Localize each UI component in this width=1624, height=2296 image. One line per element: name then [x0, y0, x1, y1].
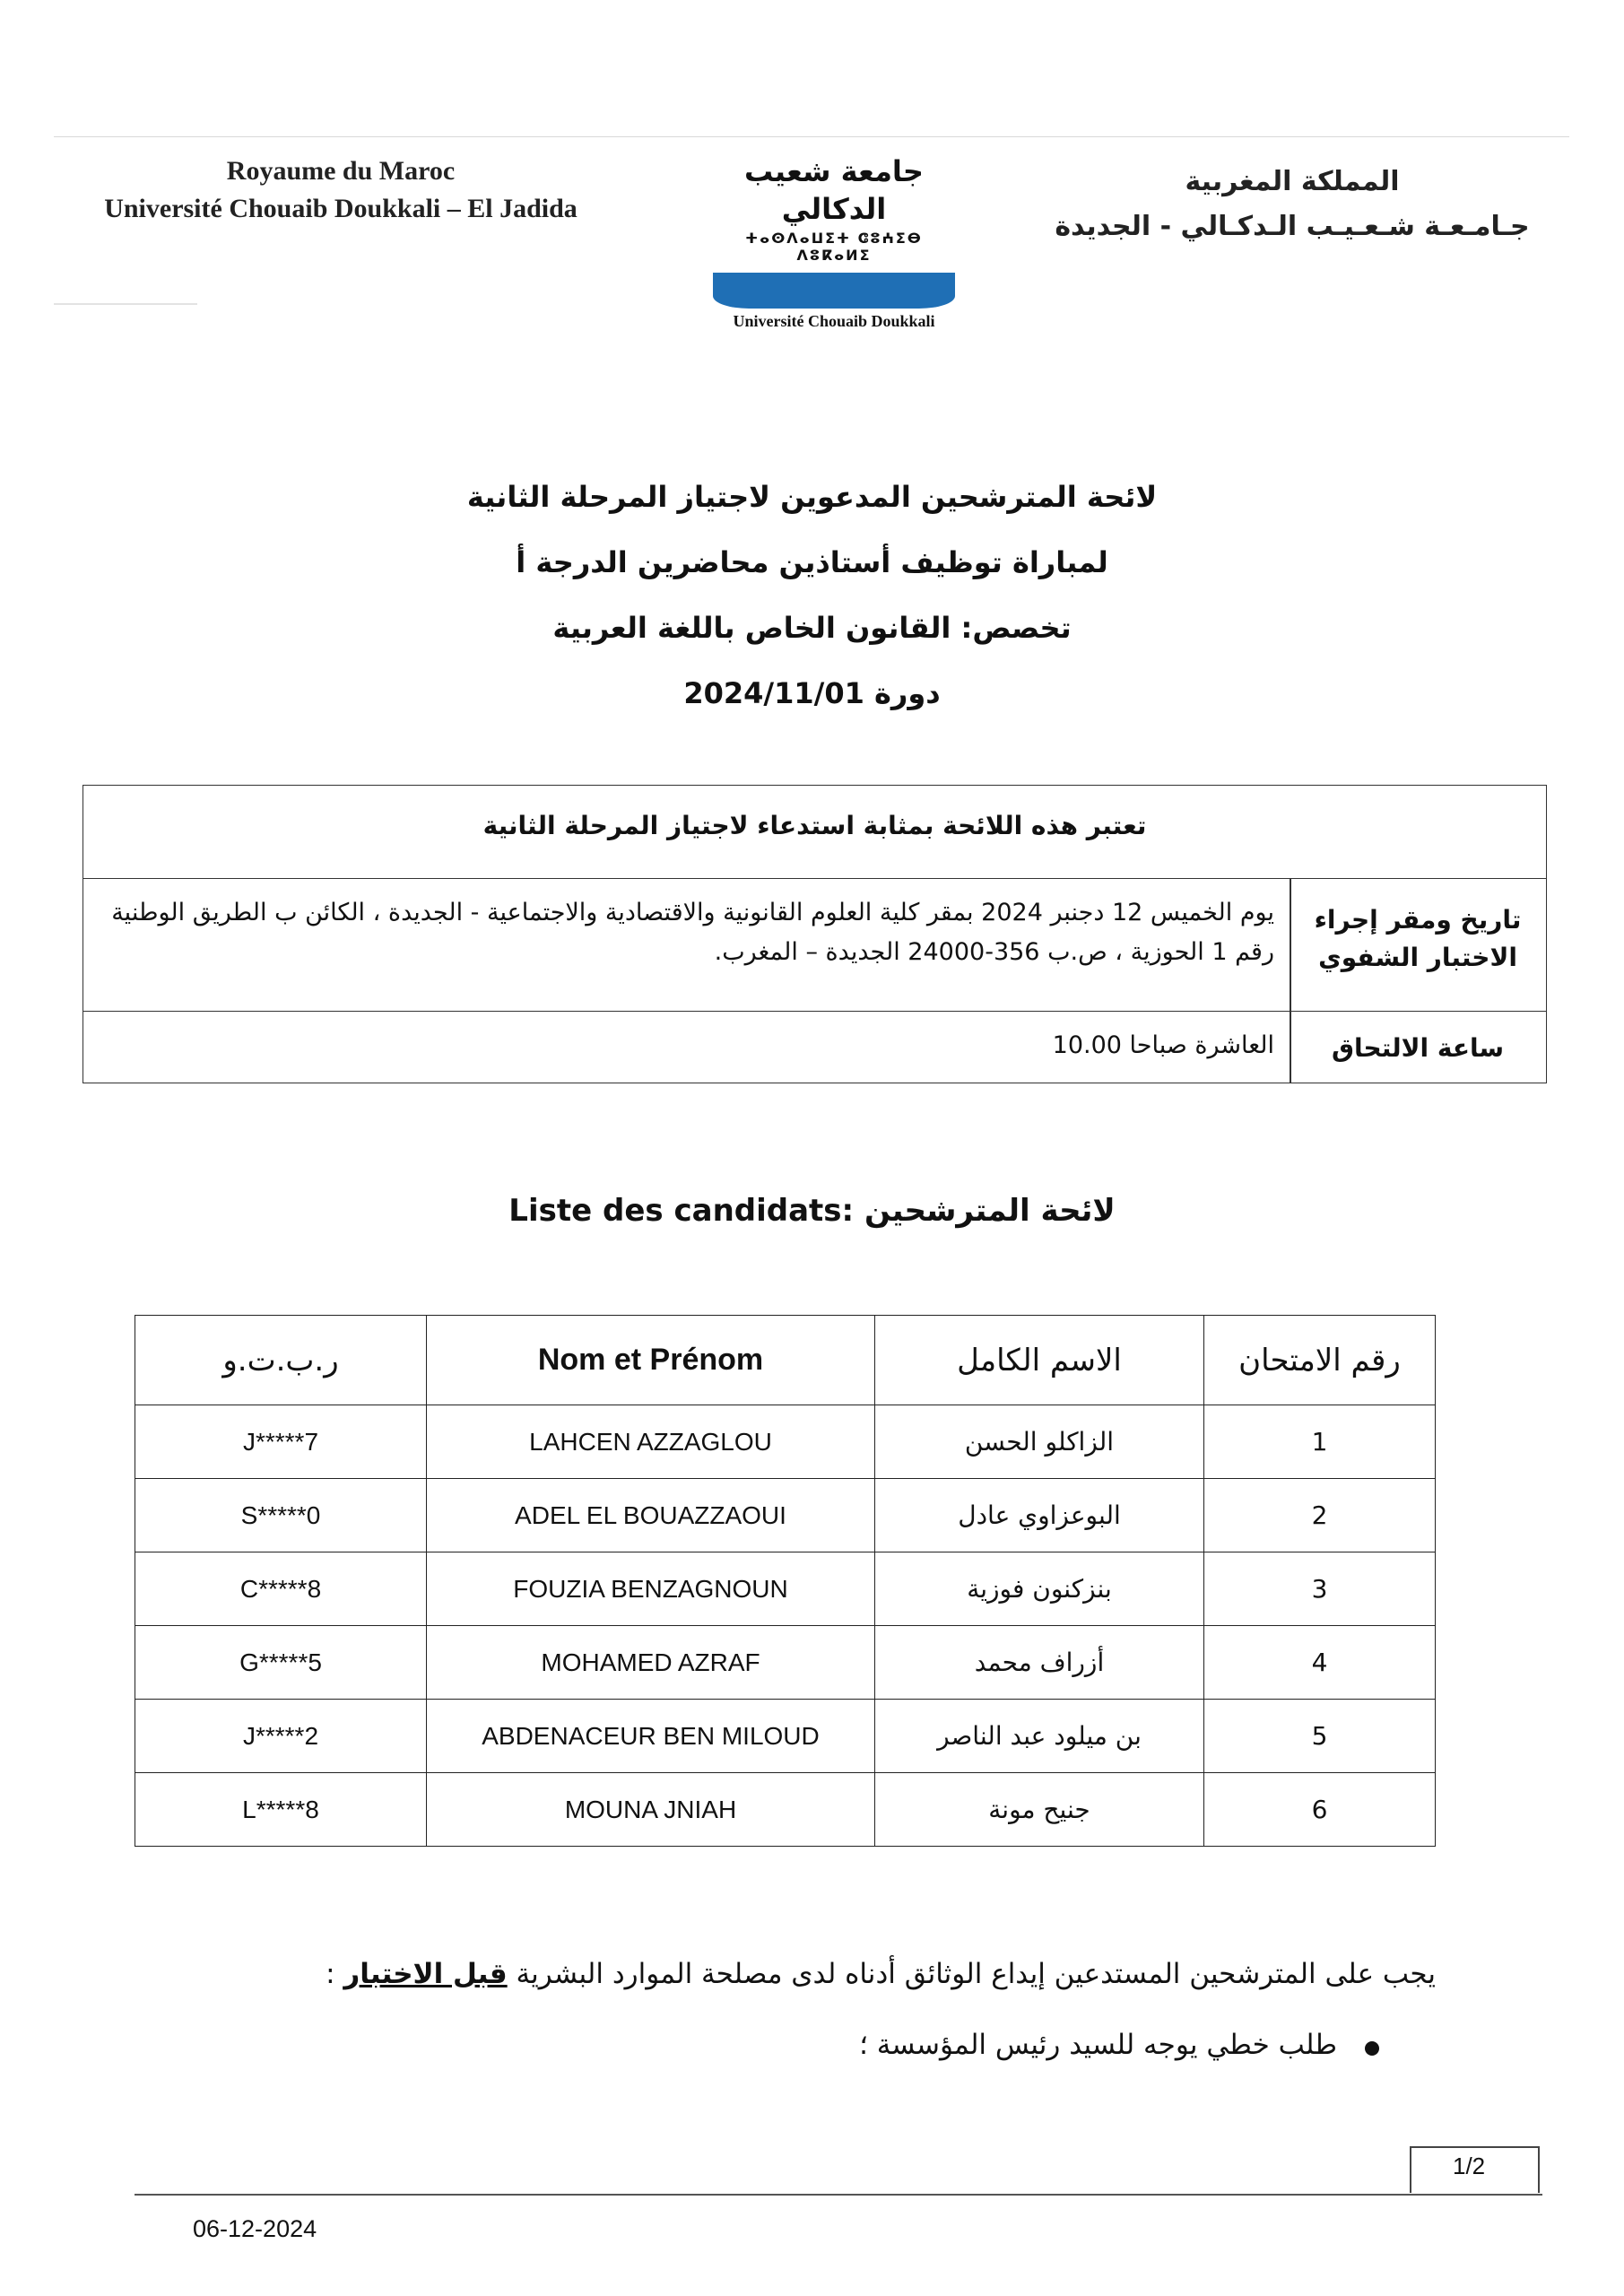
cell-name-ar: بنزكنون فوزية	[875, 1552, 1204, 1626]
cell-exam-number: 3	[1204, 1552, 1436, 1626]
candidates-table	[135, 1315, 1436, 1847]
requirements-intro-end: :	[326, 1958, 344, 1990]
requirements-emphasis: قبل الاختبار	[343, 1958, 508, 1990]
cell-name-fr: ADEL EL BOUAZZAOUI	[427, 1479, 875, 1552]
cell-exam-number: 6	[1204, 1773, 1436, 1847]
university-logo	[708, 152, 960, 330]
info-value-date-place: يوم الخميس 12 دجنبر 2024 بمقر كلية العلوم القانونية والاقتصادية والاجتماعية - الجديدة ، الكائن ب الطريق الوطنية رقم 1 الحوزية ، ص.ب 356-24000 الجديدة – المغرب.	[111, 899, 1274, 966]
table-row	[135, 1773, 1436, 1847]
header-right	[1041, 160, 1543, 249]
logo-tifinagh-text: ⵜⴰⵙⴷⴰⵡⵉⵜ ⵛⵓⵄⵉⴱ ⴷⵓⴽⴰⵍⵉ	[745, 230, 923, 264]
cell-name-fr: MOUNA JNIAH	[427, 1773, 875, 1847]
footer-divider	[135, 2194, 1542, 2196]
page-number: 1/2	[1453, 2152, 1486, 2179]
requirements-intro-text: يجب على المترشحين المستدعين إيداع الوثائق أدناه لدى مصلحة الموارد البشرية	[507, 1958, 1436, 1990]
info-label-time: ساعة الالتحاق	[1331, 1033, 1505, 1063]
cell-exam-number: 1	[1204, 1405, 1436, 1479]
cell-exam-number: 4	[1204, 1626, 1436, 1700]
cell-name-ar: بن ميلود عبد الناصر	[875, 1700, 1204, 1773]
scan-mark	[54, 303, 197, 305]
candidates-table-header-row	[135, 1316, 1436, 1405]
requirement-item: طلب خطي يوجه للسيد رئيس المؤسسة ؛	[859, 2029, 1337, 2061]
header-left-line1: Royaume du Maroc	[226, 156, 456, 186]
table-row	[135, 1479, 1436, 1552]
info-table-header: تعتبر هذه اللائحة بمثابة استدعاء لاجتياز المرحلة الثانية	[482, 811, 1147, 840]
header-divider	[54, 136, 1569, 137]
info-value-time: العاشرة صباحا 10.00	[1052, 1031, 1274, 1059]
info-label-date-place: تاريخ ومقر إجراء الاختبار الشفوي	[1314, 905, 1522, 972]
logo-arabic-text: جامعة شعيب الدكالي	[744, 154, 924, 226]
candidates-list-title: Liste des candidats: لائحة المترشحين	[508, 1193, 1116, 1229]
cell-exam-number: 2	[1204, 1479, 1436, 1552]
info-table-column-divider	[1290, 878, 1291, 1083]
cell-cin: G*****5	[135, 1626, 427, 1700]
header-left	[90, 152, 592, 228]
cell-exam-number: 5	[1204, 1700, 1436, 1773]
title-line2: لمباراة توظيف أستاذين محاضرين الدرجة أ	[516, 545, 1108, 579]
table-row	[135, 1552, 1436, 1626]
title-line1: لائحة المترشحين المدعوين لاجتياز المرحلة الثانية	[466, 480, 1158, 514]
header-left-line2: Université Chouaib Doukkali – El Jadida	[104, 194, 578, 223]
logo-emblem	[713, 273, 955, 309]
requirements-intro	[180, 1958, 1436, 1990]
cell-name-ar: جنيح مونة	[875, 1773, 1204, 1847]
cell-name-fr: FOUZIA BENZAGNOUN	[427, 1552, 875, 1626]
cell-cin: C*****8	[135, 1552, 427, 1626]
table-row	[135, 1626, 1436, 1700]
cell-name-fr: ABDENACEUR BEN MILOUD	[427, 1700, 875, 1773]
title-line3: تخصص: القانون الخاص باللغة العربية	[552, 611, 1072, 645]
column-header-name-fr: Nom et Prénom	[427, 1316, 875, 1405]
cell-name-ar: البوعزاوي عادل	[875, 1479, 1204, 1552]
convocation-info-table	[83, 785, 1547, 1083]
header-right-line1: المملكة المغربية	[1185, 166, 1400, 197]
column-header-exam-number: رقم الامتحان	[1204, 1316, 1436, 1405]
cell-cin: L*****8	[135, 1773, 427, 1847]
cell-name-fr: LAHCEN AZZAGLOU	[427, 1405, 875, 1479]
info-row-time	[83, 1011, 1546, 1083]
table-row	[135, 1405, 1436, 1479]
cell-name-fr: MOHAMED AZRAF	[427, 1626, 875, 1700]
table-row	[135, 1700, 1436, 1773]
cell-cin: J*****7	[135, 1405, 427, 1479]
info-row-date-place	[83, 878, 1546, 1011]
logo-french-text: Université Chouaib Doukkali	[733, 312, 935, 330]
footer-date: 06-12-2024	[193, 2215, 317, 2242]
cell-name-ar: أزراف محمد	[875, 1626, 1204, 1700]
cell-cin: J*****2	[135, 1700, 427, 1773]
column-header-cin: ر.ب.ت.و	[135, 1316, 427, 1405]
header-right-line2: جـامـعـة شـعـيـب الـدكـالي - الجديدة	[1055, 211, 1530, 242]
column-header-name-ar: الاسم الكامل	[875, 1316, 1204, 1405]
cell-cin: S*****0	[135, 1479, 427, 1552]
title-line4: دورة 2024/11/01	[683, 676, 941, 710]
cell-name-ar: الزاكلو الحسن	[875, 1405, 1204, 1479]
bullet-icon	[1365, 2041, 1379, 2056]
